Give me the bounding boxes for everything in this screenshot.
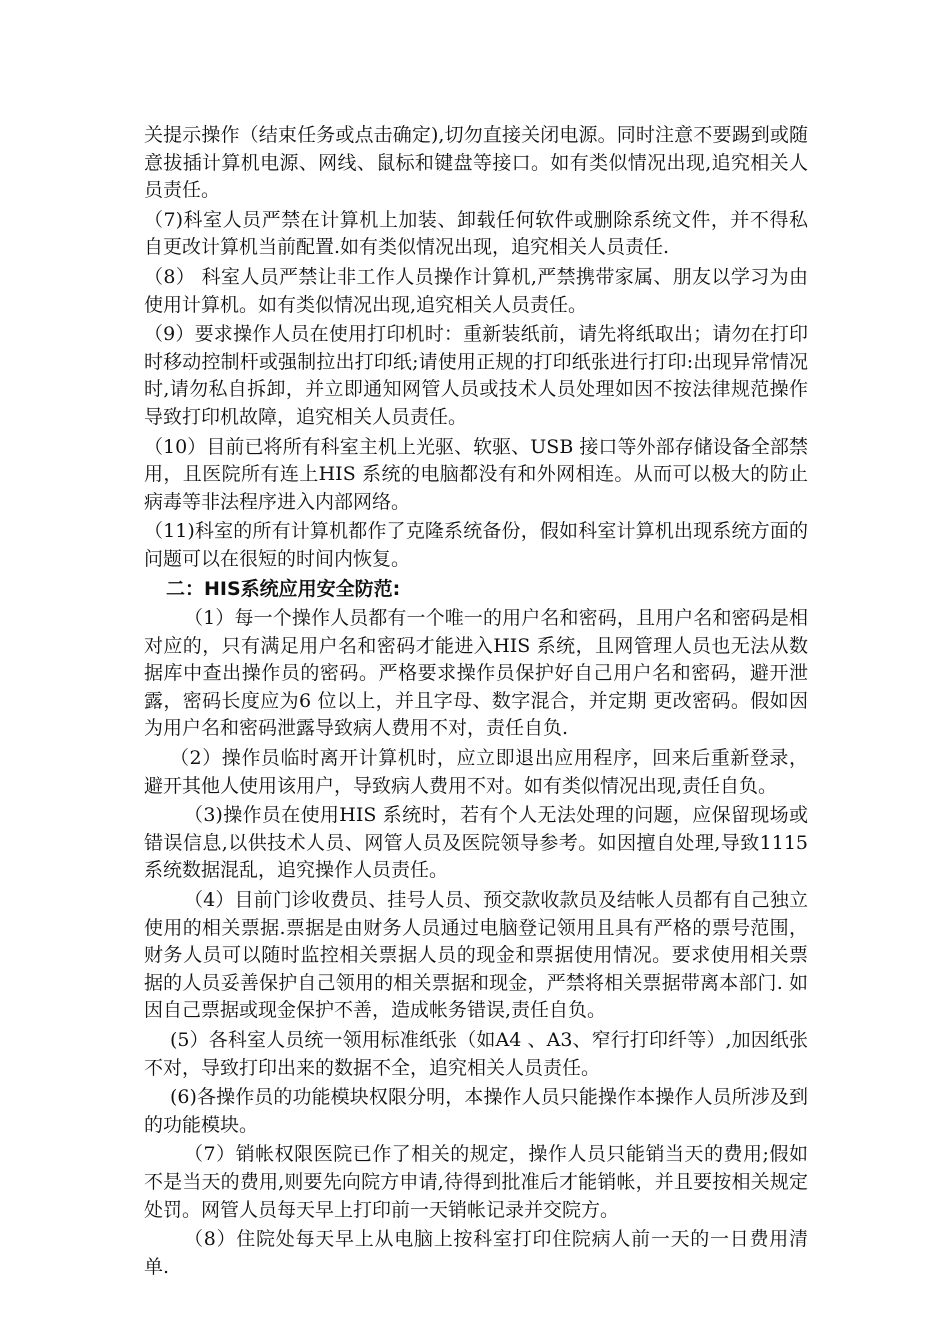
- paragraph-his-4: （4）目前门诊收费员、挂号人员、预交款收款员及结帐人员都有自己独立使用的相关票据.票据是由财务人员通过电脑登记领用且具有严格的票号范围，财务人员可以随时监控相关票据人员的现金和票据使用情况。要求使用相关票据的人员妥善保护自己领用的相关票据和现金，严禁将相关票据带离本部门. 如因自己票据或现金保护不善，造成帐务错误,责任自负。: [144, 889, 808, 1022]
- paragraph-rule-8: （8） 科室人员严禁让非工作人员操作计算机,严禁携带家属、朋友以学习为由使用计算机。如有类似情况出现,追究相关人员责任。: [144, 265, 808, 316]
- document-body: [144, 122, 808, 1283]
- paragraph-his-8: （8）住院处每天早上从电脑上按科室打印住院病人前一天的一日费用清单.: [144, 1228, 808, 1278]
- paragraph-his-1: （1）每一个操作人员都有一个唯一的用户名和密码，且用户名和密码是相对应的，只有满足用户名和密码才能进入HIS 系统，且网管理人员也无法从数据库中查出操作员的密码。严格要求操作员保护好自己用户名和密码，避开泄露，密码长度应为6 位以上，并且字母、数字混合，并定期 更改密码。假如因为用户名和密码泄露导致病人费用不对，责任自负.: [144, 607, 808, 740]
- paragraph-rule-10: （10）目前已将所有科室主机上光驱、软驱、USB 接口等外部存储设备全部禁用，且医院所有连上HIS 系统的电脑都没有和外网相连。从而可以极大的防止病毒等非法程序进入内部网络。: [144, 435, 808, 513]
- section-heading-his-security: 二：HIS系统应用安全防范:: [166, 577, 401, 600]
- paragraph-rule-9: （9）要求操作人员在使用打印机时：重新装纸前，请先将纸取出；请勿在打印时移动控制杆或强制拉出打印纸;请使用正规的打印纸张进行打印:出现异常情况时,请勿私自拆卸，并立即通知网管人员或技术人员处理如因不按法律规范操作导致打印机故障，追究相关人员责任。: [144, 323, 808, 428]
- paragraph-his-7: （7）销帐权限医院已作了相关的规定，操作人员只能销当天的费用;假如不是当天的费用,则要先向院方申请,待得到批准后才能销帐，并且要按相关规定处罚。网管人员每天早上打印前一天销帐记录并交院方。: [144, 1143, 808, 1221]
- paragraph-his-3: （3)操作员在使用HIS 系统时，若有个人无法处理的问题，应保留现场或错误信息,以供技术人员、网管人员及医院领导参考。如因擅自处理,导致1115 系统数据混乱，追究操作人员责任。: [144, 804, 808, 882]
- paragraph-rule-7: （7)科室人员严禁在计算机上加装、卸载任何软件或删除系统文件，并不得私自更改计算机当前配置.如有类似情况出现，追究相关人员责任.: [144, 208, 808, 259]
- paragraph-power-off: 关提示操作（结束任务或点击确定),切勿直接关闭电源。同时注意不要踢到或随意拔插计算机电源、网线、鼠标和键盘等接口。如有类似情况出现,追究相关人员责任。: [144, 124, 808, 202]
- paragraph-his-6: (6)各操作员的功能模块权限分明，本操作人员只能操作本操作人员所涉及到的功能模块。: [144, 1086, 808, 1136]
- paragraph-his-5: (5）各科室人员统一领用标准纸张（如A4 、A3、窄行打印纤等）,加因纸张不对，导致打印出来的数据不全，追究相关人员责任。: [144, 1029, 808, 1079]
- paragraph-rule-11: （11)科室的所有计算机都作了克隆系统备份，假如科室计算机出现系统方面的问题可以在很短的时间内恢复。: [144, 520, 808, 570]
- paragraph-his-2: （2）操作员临时离开计算机时，应立即退出应用程序，回来后重新登录，避开其他人使用该用户，导致病人费用不对。如有类似情况出现,责任自负。: [144, 747, 808, 797]
